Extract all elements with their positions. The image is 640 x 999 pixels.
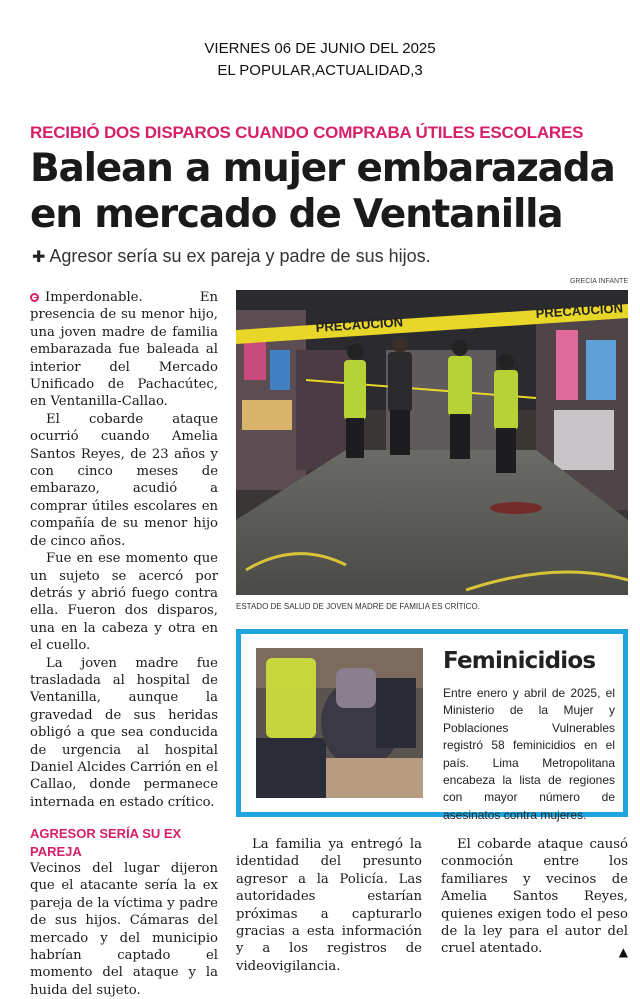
article-summary xyxy=(32,246,431,267)
paragraph: El cobarde ataque ocurrió cuando Amelia Santos Reyes, de 23 años y con cinco meses de embarazo, acudió a comprar útiles escolares en compañía de su menor hijo de cinco años. xyxy=(30,411,218,549)
market-crime-scene-photo xyxy=(236,290,628,595)
article-column-1 xyxy=(30,289,218,999)
publication-source: EL POPULAR,ACTUALIDAD,3 xyxy=(217,62,423,79)
paragraph: El cobarde ataque causó conmoción entre los familiares y vecinos de Amelia Santos Reyes, quienes exigen todo el peso de la ley para el autor del cruel atentado. xyxy=(441,837,628,957)
feminicidios-sidebar xyxy=(236,629,628,822)
article-column-3 xyxy=(441,836,628,958)
summary-text: Agresor sería su ex pareja y padre de sus hijos. xyxy=(49,246,431,266)
photo-caption: ESTADO DE SALUD DE JOVEN MADRE DE FAMILIA ES CRÍTICO. xyxy=(236,602,480,611)
paragraph: Fue en ese momento que un sujeto se acercó por detrás y abrió fuego contra ella. Fueron dos disparos, una en la cabeza y otra en el cuello. xyxy=(30,551,218,654)
plus-bullet-icon: ✚ xyxy=(32,249,46,266)
police-tape-text: PRECAUCION xyxy=(315,314,404,335)
subheading: AGRESOR SERÍA SU EX PAREJA xyxy=(30,826,182,859)
paragraph: La familia ya entregó la identidad del presunto agresor a la Policía. Las autoridades estarían próximas a capturarlo gracias a esta información y a los registros de videovigilancia. xyxy=(236,837,422,974)
article-kicker: RECIBIÓ DOS DISPAROS CUANDO COMPRABA ÚTILES ESCOLARES xyxy=(30,123,584,142)
police-tape-text: PRECAUCION xyxy=(535,300,624,321)
sidebar-title: Feminicidios xyxy=(443,648,596,674)
paragraph: La joven madre fue trasladada al hospital de Ventanilla, aunque la gravedad de sus heridas obligó a que sea conducida de urgencia al hospital Daniel Alcides Carrión en el Callao, donde permanece internada en estado crítico. xyxy=(30,655,218,810)
photo-credit: GRECIA INFANTE xyxy=(570,278,628,285)
victim-photo xyxy=(256,648,423,798)
paragraph: Vecinos del lugar dijeron que el atacante sería la ex pareja de la víctima y padre de sus hijos. Cámaras del mercado y del municipio habrían captado el momento del ataque y la huida del sujeto. xyxy=(30,861,218,998)
headline-line-2: en mercado de Ventanilla xyxy=(30,192,563,237)
publication-date: VIERNES 06 DE JUNIO DEL 2025 xyxy=(204,40,436,57)
play-marker-icon xyxy=(30,293,39,302)
paragraph: Imperdonable. En presencia de su menor hijo, una joven madre de familia embarazada fue baleada al interior del Mercado Unificado de Pachacútec, en Ventanilla-Callao. xyxy=(30,290,218,410)
headline-line-1: Balean a mujer embarazada xyxy=(30,146,615,191)
sidebar-text: Entre enero y abril de 2025, el Ministerio de la Mujer y Poblaciones Vulnerables registró 58 feminicidios en el país. Lima Metropolitana encabeza la lista de regiones con mayor número de asesinatos contra mujeres. xyxy=(443,686,615,822)
article-column-2 xyxy=(236,836,422,975)
article-headline xyxy=(30,146,630,238)
article-end-mark-icon: ▲ xyxy=(618,945,628,959)
